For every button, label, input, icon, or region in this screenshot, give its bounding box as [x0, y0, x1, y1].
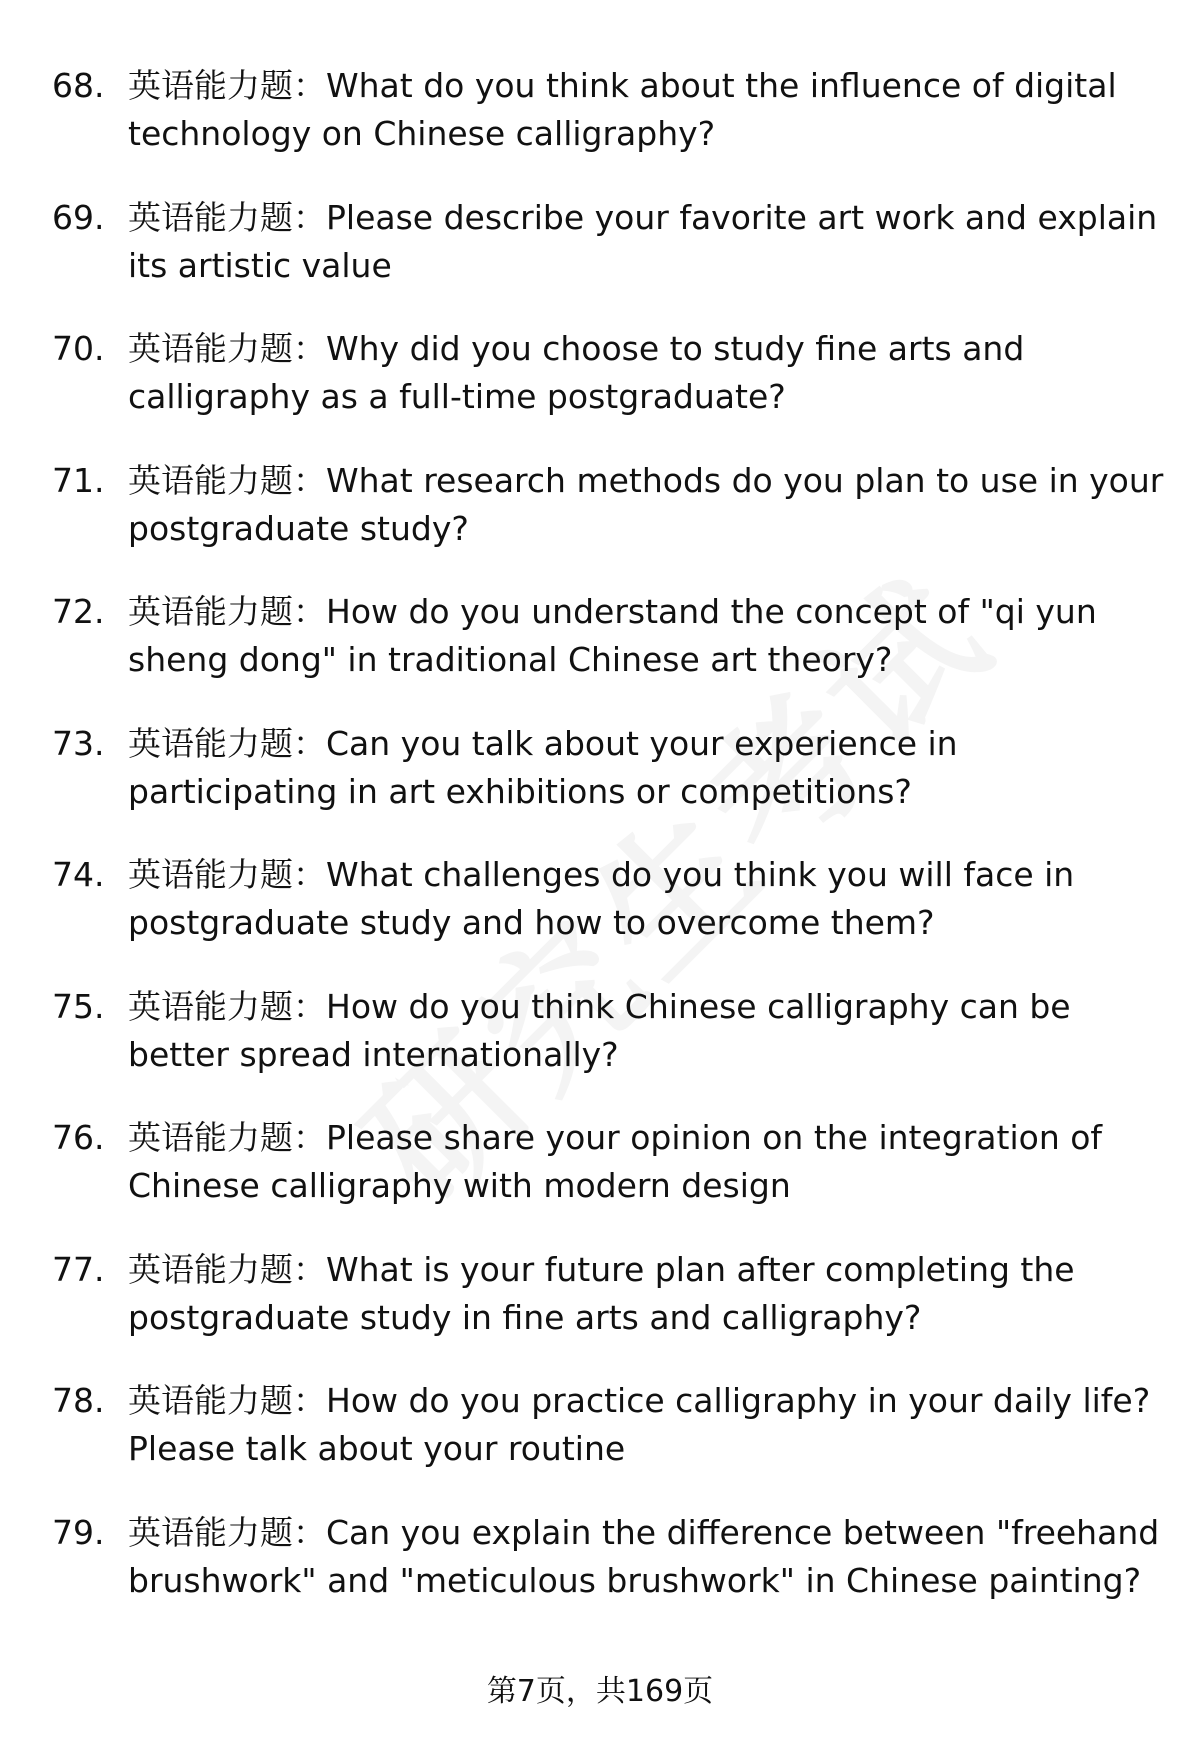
question-content: How do you understand the concept of "qi yun sheng dong" in traditional Chinese art theory? [128, 592, 1097, 679]
question-text [128, 62, 1168, 158]
list-item [0, 973, 1200, 1105]
question-list [0, 52, 1200, 1669]
question-number: 76. [52, 1118, 105, 1157]
question-number: 75. [52, 986, 105, 1026]
question-content: Why did you choose to study fine arts and calligraphy as a full-time postgraduate? [128, 329, 1025, 416]
list-item [0, 1236, 1200, 1368]
question-text [128, 457, 1168, 553]
question-text [128, 325, 1168, 421]
list-item [0, 315, 1200, 447]
question-text [128, 588, 1168, 684]
list-item [0, 578, 1200, 710]
question-text [128, 1509, 1168, 1605]
question-number: 73. [52, 723, 105, 763]
question-number: 77. [52, 1249, 105, 1289]
question-content: How do you practice calligraphy in your daily life? Please talk about your routine [128, 1381, 1151, 1468]
question-tag: 英语能力题： [128, 197, 326, 237]
list-item [0, 1367, 1200, 1499]
question-text [128, 194, 1168, 290]
list-item [0, 710, 1200, 842]
question-tag: 英语能力题： [128, 1249, 326, 1289]
question-number: 70. [52, 329, 105, 368]
question-content: Can you talk about your experience in participating in art exhibitions or competitions? [128, 723, 958, 811]
question-tag: 英语能力题： [128, 592, 326, 631]
question-content: Please share your opinion on the integration of Chinese calligraphy with modern design [128, 1118, 1103, 1205]
question-text [128, 851, 1168, 947]
question-number: 72. [52, 592, 105, 631]
question-tag: 英语能力题： [128, 460, 326, 500]
question-tag: 英语能力题： [128, 855, 326, 894]
question-content: What research methods do you plan to use in your postgraduate study? [128, 460, 1164, 548]
list-item [0, 1104, 1200, 1236]
question-tag: 英语能力题： [128, 1512, 326, 1552]
list-item [0, 184, 1200, 316]
question-text [128, 1114, 1168, 1210]
question-number: 71. [52, 460, 105, 500]
list-item [0, 447, 1200, 579]
question-tag: 英语能力题： [128, 329, 326, 368]
list-item [0, 52, 1200, 184]
question-tag: 英语能力题： [128, 1118, 326, 1157]
list-item [0, 1499, 1200, 1669]
question-number: 79. [52, 1512, 105, 1552]
question-number: 78. [52, 1381, 105, 1420]
question-content: Can you explain the difference between "freehand brushwork" and "meticulous brushwork" in Chinese painting? [128, 1512, 1160, 1600]
question-tag: 英语能力题： [128, 66, 326, 105]
page-footer: 第7页，共169页 [486, 1674, 714, 1709]
list-item [0, 841, 1200, 973]
question-content: What is your future plan after completing the postgraduate study in fine arts and calligraphy? [128, 1249, 1075, 1337]
question-number: 68. [52, 66, 105, 105]
question-text [128, 720, 1168, 816]
question-number: 74. [52, 855, 105, 894]
question-content: How do you think Chinese calligraphy can be better spread internationally? [128, 986, 1071, 1074]
question-content: Please describe your favorite art work and explain its artistic value [128, 197, 1158, 285]
question-text [128, 1246, 1168, 1342]
question-tag: 英语能力题： [128, 986, 326, 1026]
question-content: What do you think about the influence of digital technology on Chinese calligraphy? [128, 66, 1117, 153]
question-content: What challenges do you think you will face in postgraduate study and how to overcome them? [128, 855, 1075, 942]
question-tag: 英语能力题： [128, 723, 326, 763]
question-number: 69. [52, 197, 105, 237]
question-text [128, 983, 1168, 1079]
question-tag: 英语能力题： [128, 1381, 326, 1420]
question-text [128, 1377, 1168, 1473]
